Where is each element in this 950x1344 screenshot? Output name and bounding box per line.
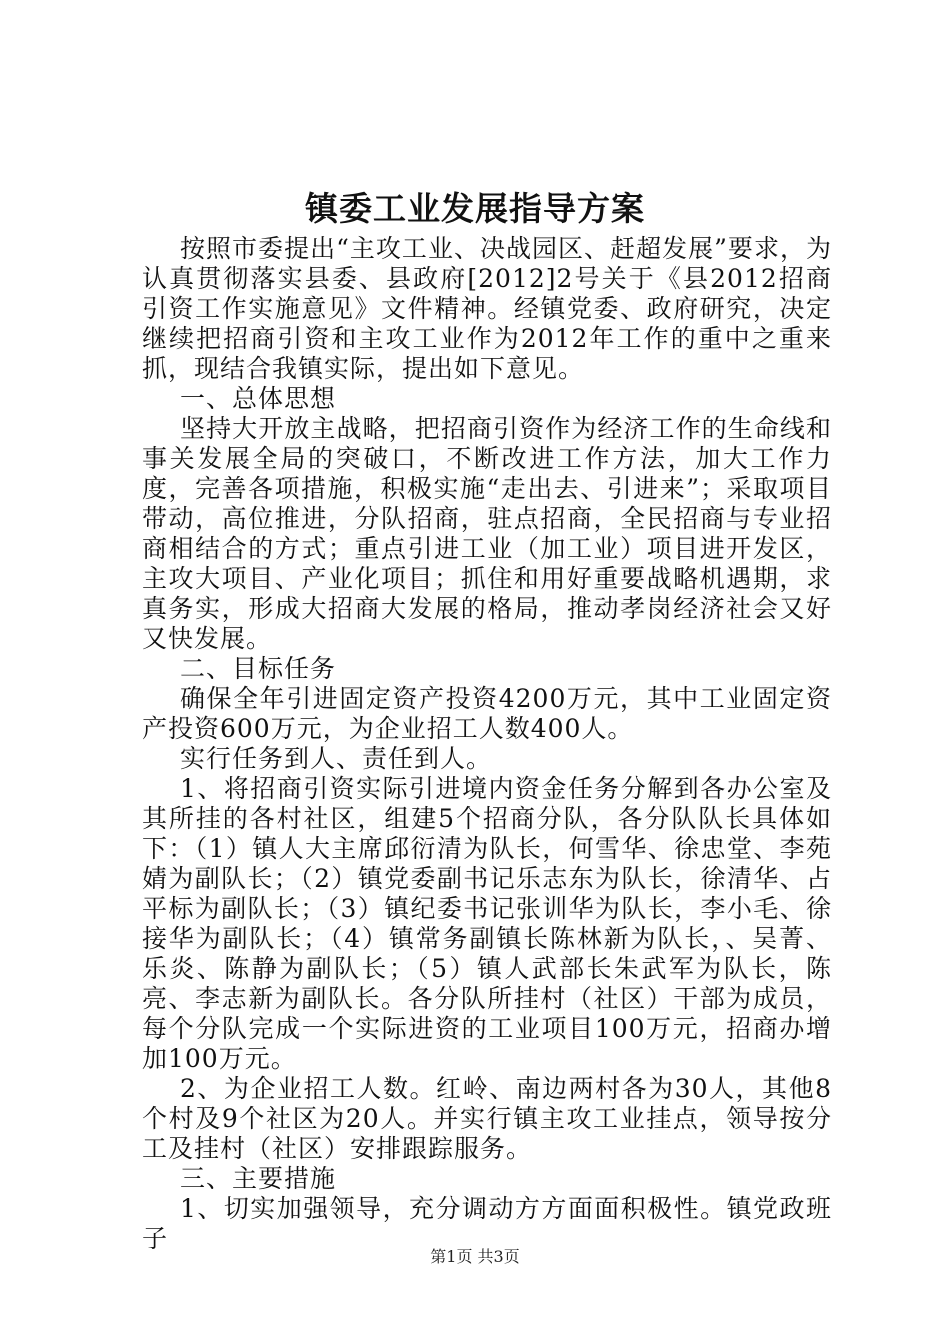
goals-paragraph: 确保全年引进固定资产投资4200万元，其中工业固定资产投资600万元，为企业招工人数400人。: [142, 684, 832, 743]
overall-thinking-paragraph: 坚持大开放主战略，把招商引资作为经济工作的生命线和事关发展全局的突破口，不断改进工作方法，加大工作力度，完善各项措施，积极实施“走出去、引进来”；采取项目带动，高位推进，分队招商，驻点招商，全民招商与专业招商相结合的方式；重点引进工业（加工业）项目进开发区，主攻大项目、产业化项目；抓住和用好重要战略机遇期，求真务实，形成大招商大发展的格局，推动孝岗经济社会又好又快发展。: [142, 414, 832, 653]
section-heading-overall-thinking: 一、总体思想: [180, 384, 337, 413]
section-heading-goals: 二、目标任务: [180, 654, 337, 683]
intro-paragraph: 按照市委提出“主攻工业、决战园区、赶超发展”要求，为认真贯彻落实县委、县政府[2012]2号关于《县2012招商引资工作实施意见》文件精神。经镇党委、政府研究，决定继续把招商引资和主攻工业作为2012年工作的重中之重来抓，现结合我镇实际，提出如下意见。: [142, 234, 832, 383]
task-item-1-paragraph: 1、将招商引资实际引进境内资金任务分解到各办公室及其所挂的各村社区，组建5个招商分队，各分队队长具体如下：（1）镇人大主席邱衍清为队长，何雪华、徐忠堂、李苑婧为副队长；（2）镇党委副书记乐志东为队长，徐清华、占平标为副队长；（3）镇纪委书记张训华为队长，李小毛、徐接华为副队长；（4）镇常务副镇长陈林新为队长，、吴菁、乐炎、陈静为副队长；（5）镇人武部长朱武军为队长，陈亮、李志新为副队长。各分队所挂村（社区）干部为成员，每个分队完成一个实际进资的工业项目100万元，招商办增加100万元。: [142, 774, 832, 1073]
page-footer: 第1页 共3页: [430, 1247, 520, 1266]
section-heading-measures: 三、主要措施: [180, 1164, 337, 1193]
document-title: 镇委工业发展指导方案: [305, 189, 645, 228]
responsibility-paragraph: 实行任务到人、责任到人。: [180, 744, 493, 773]
document-body: [142, 234, 832, 1254]
measure-item-1-paragraph: 1、切实加强领导，充分调动方方面面积极性。镇党政班子: [142, 1194, 832, 1253]
task-item-2-paragraph: 2、为企业招工人数。红岭、南边两村各为30人，其他8个村及9个社区为20人。并实行镇主攻工业挂点，领导按分工及挂村（社区）安排跟踪服务。: [142, 1074, 832, 1163]
